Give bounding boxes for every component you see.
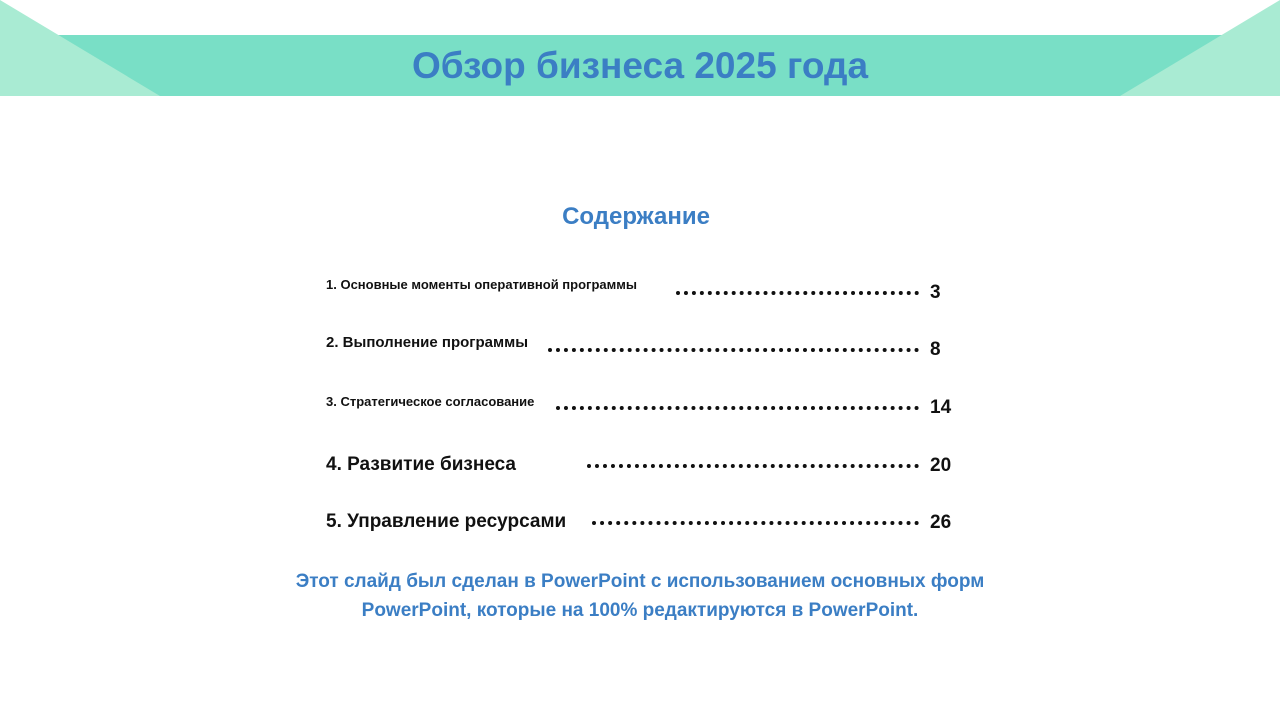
toc-item-1-leader — [676, 291, 919, 295]
toc-item-3-label: 3. Стратегическое согласование — [326, 394, 535, 409]
contents-heading: Содержание — [562, 203, 710, 230]
toc-item-2-label: 2. Выполнение программы — [326, 334, 529, 351]
toc-item-1-page: 3 — [930, 282, 941, 303]
toc-item-5-label: 5. Управление ресурсами — [326, 511, 567, 532]
toc-item-5-page: 26 — [930, 512, 952, 533]
toc-item-3-page: 14 — [930, 397, 952, 418]
footnote-line-1: Этот слайд был сделан в PowerPoint с использованием основных форм — [295, 571, 985, 592]
toc-item-4-leader — [587, 464, 919, 468]
toc-item-5-leader — [592, 521, 919, 525]
toc-item-2-page: 8 — [930, 339, 941, 360]
slide-title: Обзор бизнеса 2025 года — [411, 45, 869, 86]
footnote-line-2: PowerPoint, которые на 100% редактируются в PowerPoint. — [361, 600, 919, 621]
toc-item-2-leader — [548, 348, 919, 352]
toc-item-3-leader — [556, 406, 919, 410]
toc-item-1-label: 1. Основные моменты оперативной программы — [326, 277, 637, 292]
toc-item-4-page: 20 — [930, 455, 952, 476]
footnote-text — [0, 567, 1280, 625]
toc-item-4-label: 4. Развитие бизнеса — [326, 454, 516, 475]
